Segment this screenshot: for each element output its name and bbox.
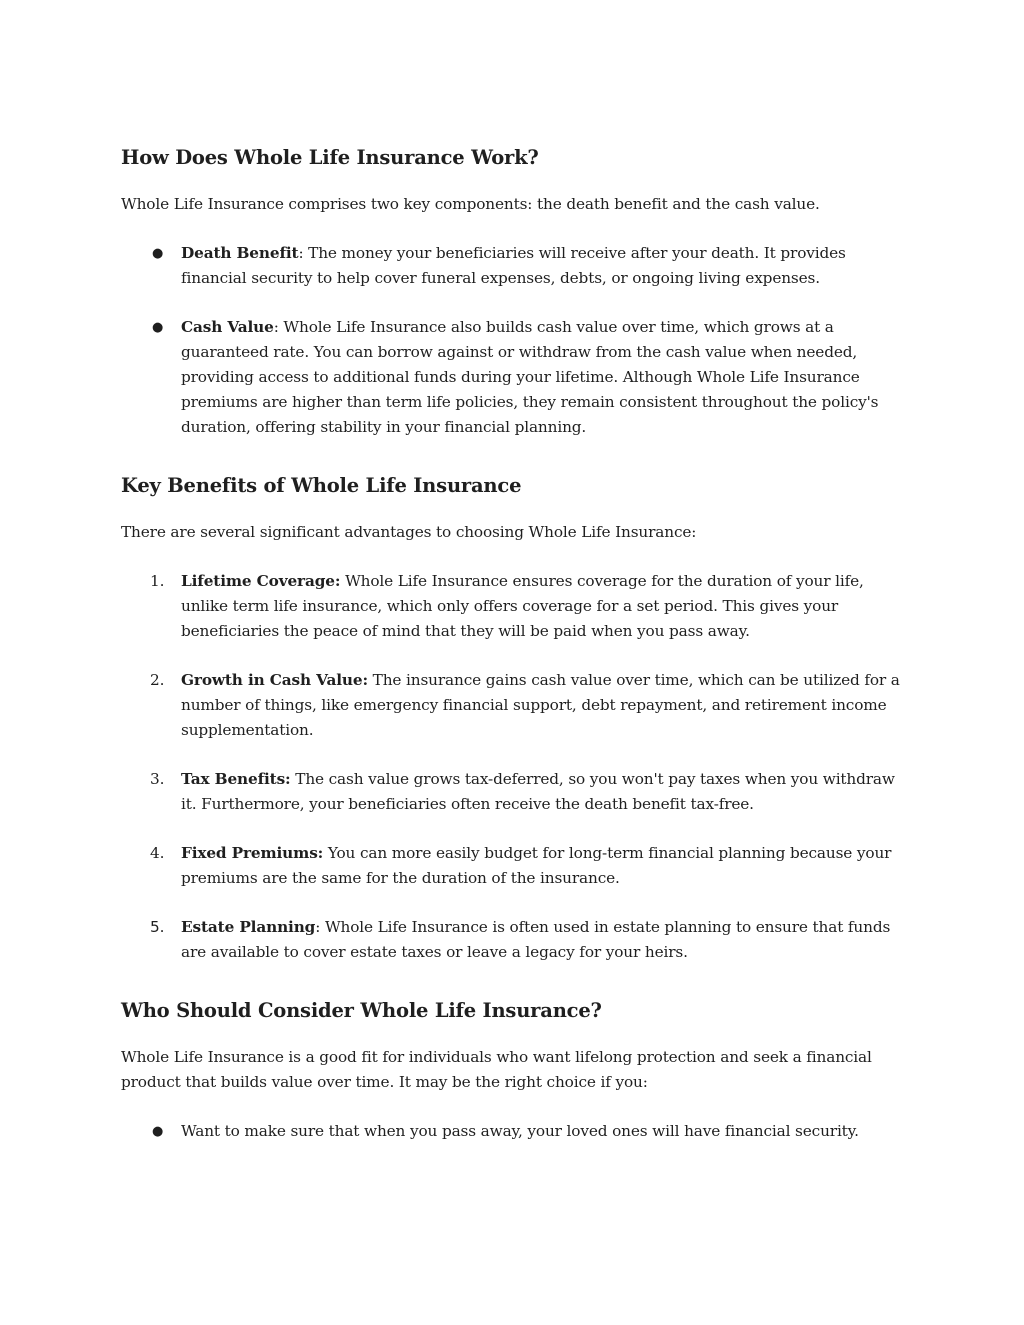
bullet-icon: ●: [152, 320, 164, 335]
numbered-list-item: [121, 767, 911, 817]
item-text: The cash value grows tax-deferred, so you won't pay taxes when you withdraw it. Furthermore, your beneficiaries often receive the death benefit tax-free.: [181, 770, 895, 813]
item-text: Whole Life Insurance is often used in estate planning to ensure that funds are available to cover estate taxes or leave a legacy for your heirs.: [181, 918, 891, 961]
list-number: 1.: [150, 572, 165, 590]
bullet-list-item: [121, 315, 911, 440]
numbered-list-item: [121, 668, 911, 743]
section-intro: Whole Life Insurance is a good fit for individuals who want lifelong protection and seek a financial product that builds value over time. It may be the right choice if you:: [121, 1048, 872, 1091]
item-separator: :: [273, 318, 279, 336]
bullet-icon: ●: [152, 1124, 164, 1139]
list-number: 4.: [150, 844, 165, 862]
bullet-list-item: [121, 1119, 911, 1144]
item-term: Estate Planning: [181, 918, 316, 936]
item-text: The insurance gains cash value over time, which can be utilized for a number of things, like emergency financial support, debt repayment, and retirement income supplementation.: [181, 671, 900, 739]
numbered-list-item: [121, 915, 911, 965]
item-term: Fixed Premiums:: [181, 844, 324, 862]
item-text: You can more easily budget for long-term financial planning because your premiums are the same for the duration of the insurance.: [181, 844, 892, 887]
item-separator: :: [298, 244, 304, 262]
item-term: Growth in Cash Value:: [181, 671, 368, 689]
item-text: Whole Life Insurance ensures coverage for the duration of your life, unlike term life insurance, which only offers coverage for a set period. This gives your beneficiaries the peace of mind that they will be paid when you pass away.: [181, 572, 864, 640]
section-intro: Whole Life Insurance comprises two key components: the death benefit and the cash value.: [121, 195, 820, 213]
section-heading: Who Should Consider Whole Life Insurance?: [121, 999, 602, 1022]
list-number: 3.: [150, 770, 165, 788]
section-intro: There are several significant advantages to choosing Whole Life Insurance:: [121, 523, 697, 541]
item-term: Tax Benefits:: [181, 770, 291, 788]
bullet-list-item: [121, 241, 911, 291]
item-separator: :: [315, 918, 321, 936]
item-text: Want to make sure that when you pass away, your loved ones will have financial security.: [181, 1122, 859, 1140]
item-text: The money your beneficiaries will receive after your death. It provides financial security to help cover funeral expenses, debts, or ongoing living expenses.: [181, 244, 846, 287]
section-heading: Key Benefits of Whole Life Insurance: [121, 474, 522, 497]
document-page: [121, 140, 911, 1144]
item-text: Whole Life Insurance also builds cash value over time, which grows at a guaranteed rate. You can borrow against or withdraw from the cash value when needed, providing access to additional funds during your lifetime. Although Whole Life Insurance premiums are higher than term life policies, they remain consistent throughout the policy's duration, offering stability in your financial planning.: [181, 318, 879, 436]
bullet-icon: ●: [152, 246, 164, 261]
item-term: Cash Value: [181, 318, 274, 336]
list-number: 5.: [150, 918, 165, 936]
numbered-list-item: [121, 841, 911, 891]
numbered-list-item: [121, 569, 911, 644]
section-heading: How Does Whole Life Insurance Work?: [121, 146, 539, 169]
item-term: Death Benefit: [181, 244, 299, 262]
item-term: Lifetime Coverage:: [181, 572, 341, 590]
list-number: 2.: [150, 671, 165, 689]
